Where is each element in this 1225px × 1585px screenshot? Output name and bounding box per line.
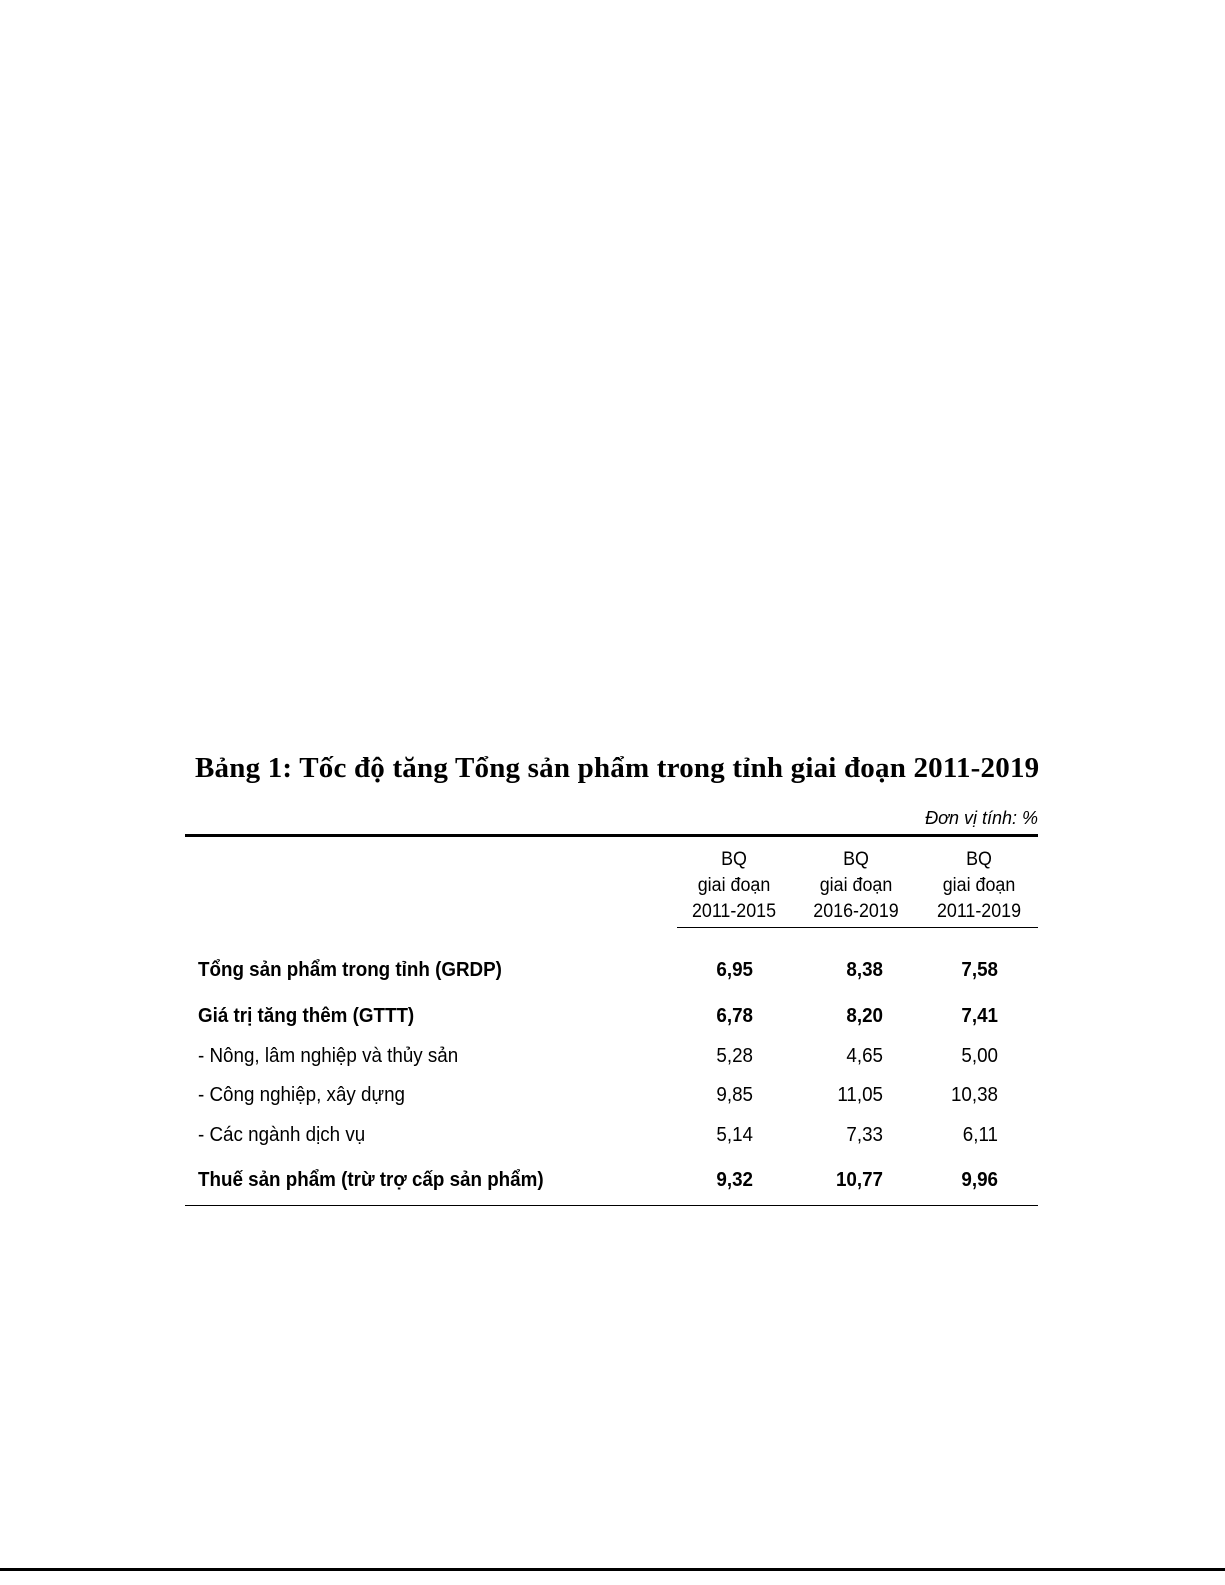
cell-value: 6,95 <box>716 959 753 981</box>
column-header-line: 2011-2019 <box>936 901 1022 922</box>
page-bottom-border <box>0 1568 1225 1571</box>
cell-value: 7,58 <box>961 959 998 981</box>
table-row-gttt <box>185 1005 1038 1035</box>
row-label: Thuế sản phẩm (trừ trợ cấp sản phẩm) <box>198 1169 544 1191</box>
column-header-line: giai đoạn <box>819 875 893 896</box>
cell-value: 5,00 <box>961 1045 998 1067</box>
growth-table <box>185 834 1038 1206</box>
column-header-line: BQ <box>966 849 992 870</box>
cell-value: 7,33 <box>846 1124 883 1146</box>
column-header-2016-2019 <box>799 847 914 925</box>
header-underline <box>677 927 1038 928</box>
table-bottom-rule <box>185 1205 1038 1206</box>
column-header-line: BQ <box>721 849 747 870</box>
cell-value: 8,38 <box>846 959 883 981</box>
unit-note: Đơn vị tính: % <box>925 808 1038 828</box>
cell-value: 9,96 <box>961 1169 998 1191</box>
table-header <box>185 837 1038 929</box>
table-title: Bảng 1: Tốc độ tăng Tổng sản phẩm trong tỉnh giai đoạn 2011-2019 <box>195 752 1040 784</box>
table-row-grdp <box>185 959 1038 989</box>
cell-value: 4,65 <box>846 1045 883 1067</box>
cell-value: 10,77 <box>835 1169 883 1191</box>
cell-value: 9,32 <box>716 1169 753 1191</box>
row-label: Tổng sản phẩm trong tỉnh (GRDP) <box>198 959 502 981</box>
cell-value: 10,38 <box>950 1084 998 1106</box>
column-header-line: giai đoạn <box>942 875 1016 896</box>
row-label: - Nông, lâm nghiệp và thủy sản <box>198 1045 459 1067</box>
row-label: - Các ngành dịch vụ <box>198 1124 366 1146</box>
column-header-line: 2011-2015 <box>691 901 777 922</box>
column-header-line: BQ <box>843 849 869 870</box>
cell-value: 6,11 <box>962 1124 998 1146</box>
column-header-line: giai đoạn <box>697 875 771 896</box>
table-row-services <box>185 1124 1038 1154</box>
table-body <box>185 929 1038 1205</box>
cell-value: 11,05 <box>837 1084 883 1106</box>
cell-value: 7,41 <box>961 1005 998 1027</box>
table-row-agriculture <box>185 1045 1038 1075</box>
table-row-industry <box>185 1084 1038 1114</box>
cell-value: 5,14 <box>716 1124 753 1146</box>
cell-value: 5,28 <box>716 1045 753 1067</box>
cell-value: 8,20 <box>846 1005 883 1027</box>
column-header-line: 2016-2019 <box>813 901 899 922</box>
cell-value: 9,85 <box>716 1084 753 1106</box>
row-label: Giá trị tăng thêm (GTTT) <box>198 1005 415 1027</box>
cell-value: 6,78 <box>716 1005 753 1027</box>
column-header-2011-2015 <box>677 847 792 925</box>
column-header-2011-2019 <box>922 847 1037 925</box>
table-row-product-tax <box>185 1169 1038 1199</box>
row-label: - Công nghiệp, xây dựng <box>198 1084 405 1106</box>
